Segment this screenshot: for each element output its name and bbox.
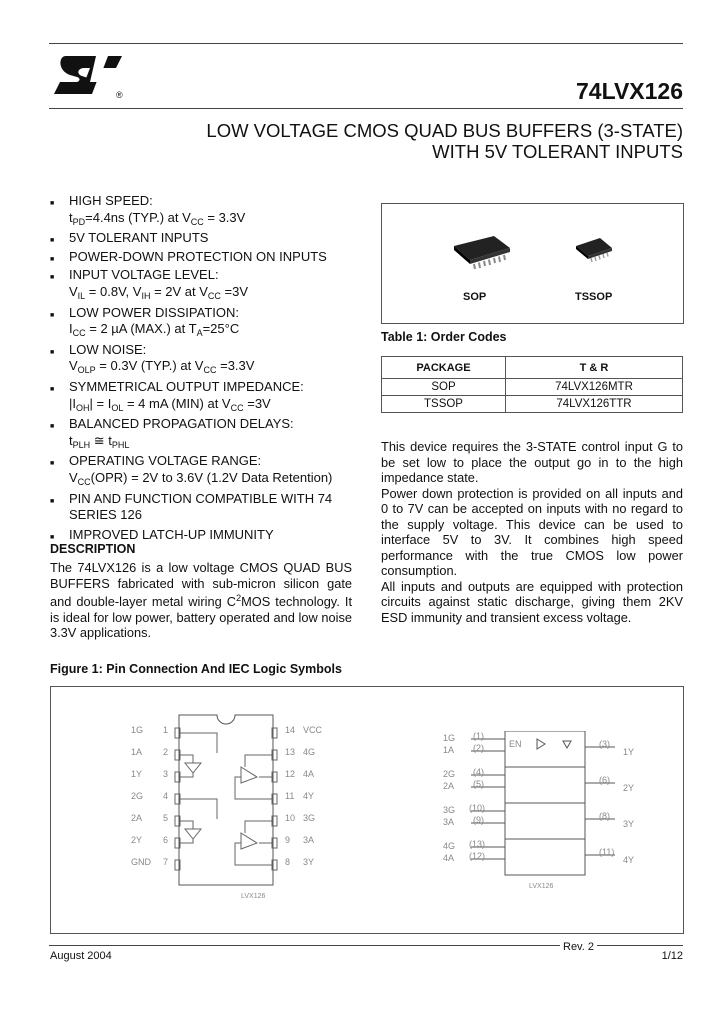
- iec-input-pin: (13): [469, 839, 486, 849]
- tssop-label: TSSOP: [575, 291, 613, 303]
- footer-date: August 2004: [50, 950, 112, 962]
- table-row: [382, 396, 683, 413]
- table-cell: SOP: [382, 379, 506, 396]
- iec-input-label: 4G: [443, 841, 456, 851]
- iec-input-pin: (12): [469, 851, 486, 861]
- pin-label: 2A: [131, 813, 143, 823]
- pin-number: 1: [163, 725, 169, 735]
- iec-output-label: 4Y: [623, 855, 635, 865]
- iec-input-pin: (10): [469, 803, 486, 813]
- pin-number: 13: [285, 747, 296, 757]
- feature-item: ■ BALANCED PROPAGATION DELAYS: $t_{PLH}$ ≅ $t_{PHL}$: [50, 416, 294, 450]
- pin-label: GND: [131, 857, 151, 867]
- pin-number: 11: [285, 791, 295, 801]
- pin-label: 3A: [303, 835, 315, 845]
- iec-output-pin: (3): [599, 739, 610, 749]
- top-rule: [49, 43, 683, 44]
- pin-number: 2: [163, 747, 169, 757]
- paragraph: All inputs and outputs are equipped with protection circuits against static discharge, giving them 2KV ESD immunity and transient excess voltage.: [381, 578, 683, 625]
- paragraph: Power down protection is provided on all inputs and 0 to 7V can be accepted on inputs with no regard to the supply voltage. This device can be used to interface 5V to 3V. It combines high speed performance with the true CMOS low power consumption.: [381, 485, 683, 578]
- pin-label: 1A: [131, 747, 143, 757]
- table-header-row: [382, 357, 683, 379]
- table-cell: 74LVX126TTR: [506, 396, 683, 413]
- iec-input-label: 3A: [443, 817, 455, 827]
- tssop-package-icon: [572, 236, 617, 270]
- table-cell: 74LVX126MTR: [506, 379, 683, 396]
- iec-input-label: 2G: [443, 769, 456, 779]
- pin-diagram-caption: LVX126: [241, 893, 266, 900]
- iec-output-label: 3Y: [623, 819, 635, 829]
- feature-item: ■ LOW NOISE: $V_{OLP} = 0.3V$ (TYP.) at $V_{CC} =3.3V$: [50, 341, 255, 376]
- paragraph: This device requires the 3-STATE control input G to be set low to place the output go in to the high impedance state.: [381, 439, 683, 485]
- pin-number: 4: [163, 791, 169, 801]
- feature-item: ■ PIN AND FUNCTION COMPATIBLE WITH 74 SERIES 126: [50, 490, 333, 523]
- package-images: [381, 203, 684, 324]
- iec-input-label: 4A: [443, 853, 455, 863]
- page-number: 1/12: [661, 950, 683, 962]
- feature-item: ■ SYMMETRICAL OUTPUT IMPEDANCE: $|I_{OH}| = I_{OL} = 4$ mA (MIN) at $V_{CC} =3V$: [50, 378, 304, 413]
- table-cell: TSSOP: [382, 396, 506, 413]
- pin-label: 3G: [303, 813, 316, 823]
- figure-caption: Figure 1: Pin Connection And IEC Logic Symbols: [50, 662, 342, 676]
- pin-number: 10: [285, 813, 296, 823]
- pin-number: 6: [163, 835, 169, 845]
- pin-label: 2Y: [131, 835, 143, 845]
- right-column-text: [381, 439, 683, 625]
- figure-box: [50, 686, 684, 934]
- iec-input-pin: (4): [473, 767, 484, 777]
- iec-output-pin: (6): [599, 775, 610, 785]
- pin-label: 2G: [131, 791, 144, 801]
- table-row: [382, 379, 683, 396]
- iec-input-pin: (5): [473, 779, 484, 789]
- pin-label: 1Y: [131, 769, 143, 779]
- iec-input-pin: (2): [473, 743, 484, 753]
- column-header: T & R: [506, 357, 683, 379]
- iec-output-pin: (8): [599, 811, 610, 821]
- part-number: 74LVX126: [576, 78, 683, 104]
- iec-input-label: 1G: [443, 733, 456, 743]
- subtitle-line-1: LOW VOLTAGE CMOS QUAD BUS BUFFERS (3-STATE): [206, 120, 683, 141]
- pin-number: 9: [285, 835, 291, 845]
- dip-package-outline: [171, 713, 281, 889]
- pin-number: 8: [285, 857, 291, 867]
- pin-number: 12: [285, 769, 296, 779]
- pin-label: 4G: [303, 747, 316, 757]
- iec-output-label: 1Y: [623, 747, 635, 757]
- pin-number: 7: [163, 857, 169, 867]
- iec-input-label: 1A: [443, 745, 455, 755]
- feature-item: ■ INPUT VOLTAGE LEVEL: $V_{IL} = 0.8V$, $V_{IH} = 2V$ at $V_{CC} =3V$: [50, 267, 249, 301]
- order-table-caption: Table 1: Order Codes: [381, 330, 507, 344]
- iec-input-label: 3G: [443, 805, 456, 815]
- description-heading: DESCRIPTION: [50, 542, 136, 556]
- sop-package-icon: [448, 234, 518, 274]
- pin-number: 3: [163, 769, 169, 779]
- iec-input-pin: (1): [473, 731, 484, 741]
- revision: Rev. 2: [560, 941, 597, 953]
- iec-input-pin: (9): [473, 815, 484, 825]
- iec-output-pin: (11): [599, 847, 615, 857]
- description-text: The 74LVX126 is a low voltage CMOS QUAD BUS BUFFERS fabricated with sub-micron silicon gate and double-layer metal wiring $C^2MOS$ technology. It is ideal for low power, battery operated and low noise 3.3V applications.: [50, 560, 352, 640]
- pin-number: 14: [285, 725, 296, 735]
- title-rule: [49, 108, 683, 109]
- column-header: PACKAGE: [382, 357, 506, 379]
- iec-input-label: 2A: [443, 781, 455, 791]
- feature-item: ■ 5V TOLERANT INPUTS: [50, 230, 209, 246]
- feature-item: ■ LOW POWER DISSIPATION: $I_{CC} = 2$ µA (MAX.) at $T_A=25^\circ C$: [50, 304, 240, 339]
- feature-item: ■ IMPROVED LATCH-UP IMMUNITY: [50, 526, 274, 542]
- pin-number: 5: [163, 813, 169, 823]
- pin-label: 3Y: [303, 857, 315, 867]
- feature-item: ■ OPERATING VOLTAGE RANGE: $V_{CC}(OPR) = 2V$ to 3.6V (1.2V Data Retention): [50, 453, 333, 487]
- order-codes-table: [381, 356, 683, 413]
- iec-en-label: EN: [509, 739, 522, 749]
- pin-label: 4A: [303, 769, 315, 779]
- pin-label: 1G: [131, 725, 144, 735]
- st-logo: ®: [50, 54, 128, 104]
- subtitle-line-2: WITH 5V TOLERANT INPUTS: [432, 141, 683, 162]
- feature-item: ■ HIGH SPEED: $t_{PD}=4.4ns$ (TYP.) at $V_{CC} = 3.3V$: [50, 193, 246, 227]
- pin-label: VCC: [303, 725, 323, 735]
- iec-caption: LVX126: [529, 883, 554, 890]
- pin-label: 4Y: [303, 791, 315, 801]
- feature-item: ■ POWER-DOWN PROTECTION ON INPUTS: [50, 248, 327, 264]
- sop-label: SOP: [463, 291, 487, 303]
- iec-output-label: 2Y: [623, 783, 635, 793]
- feature-list: [50, 193, 360, 543]
